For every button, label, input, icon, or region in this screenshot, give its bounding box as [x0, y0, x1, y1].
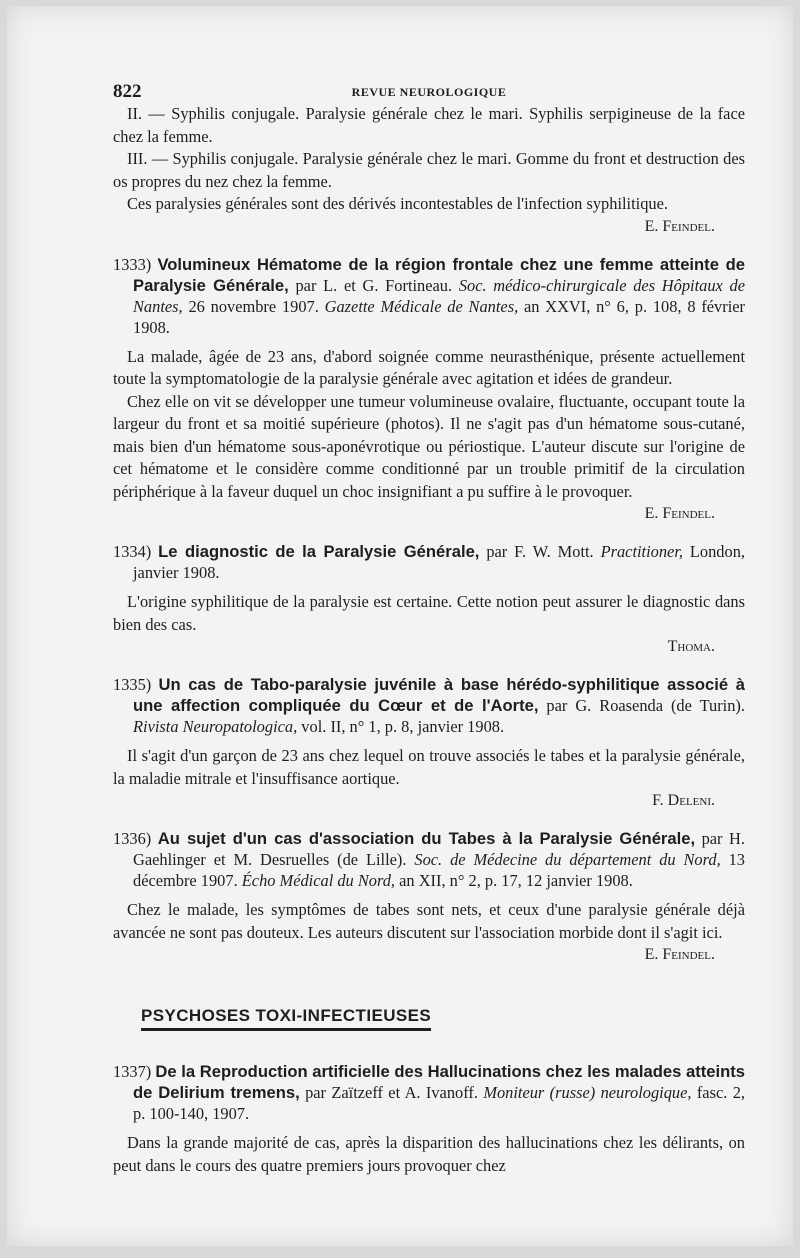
entry-paragraph: Chez le malade, les symptômes de tabes sont nets, et ceux d'une paralysie générale déjà avancée ne sont pas douteux. Les auteurs discutent sur l'association morbide dont il s'agit ici. — [113, 900, 745, 942]
entry-date: London, janvier 1908. — [133, 542, 745, 582]
entry-paragraph: Il s'agit d'un garçon de 23 ans chez lequel on trouve associés le tabes et la paralysie générale, la maladie mitrale et l'insuffisance aortique. — [113, 746, 745, 788]
entry-title: Volumineux Hématome de la région frontale chez une femme atteinte de Paralysie Générale, — [133, 254, 745, 295]
entry-1333 — [113, 254, 745, 526]
entry-source-2: Écho Médical du Nord, — [241, 871, 396, 890]
entry-source-2: Gazette Médicale de Nantes, — [324, 296, 519, 316]
entry-number: 1337) — [113, 1062, 152, 1081]
entry-number: 1333) — [113, 254, 152, 274]
intro-block — [113, 103, 745, 238]
entry-authors: par H. Gaehlinger et M. Desruelles (de Lille). — [133, 829, 745, 869]
section-title: PSYCHOSES TOXI-INFECTIEUSES — [141, 1006, 431, 1031]
journal-title: REVUE NEUROLOGIQUE — [351, 85, 507, 99]
entry-number: 1334) — [113, 542, 152, 561]
entry-authors: par F. W. Mott. — [479, 542, 601, 561]
entry-number: 1336) — [113, 829, 152, 848]
intro-case-2: II. — Syphilis conjugale. Paralysie générale chez le mari. Syphilis serpigineuse de la face chez la femme. — [113, 104, 745, 146]
entry-heading — [113, 254, 745, 338]
entry-citation: an XII, n° 2, p. 17, 12 janvier 1908. — [395, 871, 633, 890]
entry-source: Moniteur (russe) neurologique, — [483, 1083, 692, 1102]
entry-paragraph: Chez elle on vit se développer une tumeur volumineuse ovalaire, fluctuante, occupant toute la largeur du front et sa moitié supérieure (photos). Il ne s'agit pas d'un hématome sous-cutané, mais bien d'un hématome sous-aponévrotique ou périostique. L'auteur discute sur l'origine de cet hématome et le considère comme conditionné par un trouble primitif de la circulation périphérique à la faveur duquel un choc insignifiant a pu suffire à le provoquer. — [113, 391, 745, 501]
entry-authors: par Zaïtzeff et A. Ivanoff. — [299, 1083, 484, 1102]
entry-signature: Thoma. — [667, 638, 715, 655]
entry-signature: F. Deleni. — [652, 792, 715, 809]
entry-authors: par L. et G. Fortineau. — [288, 275, 459, 295]
entry-date: 26 novembre 1907. — [182, 296, 325, 316]
entry-paragraph: L'origine syphilitique de la paralysie est certaine. Cette notion peut assurer le diagnostic dans bien des cas. — [113, 592, 745, 634]
entry-citation: an XXVI, n° 6, p. 108, 8 février 1908. — [133, 296, 745, 337]
entry-source: Soc. de Médecine du département du Nord, — [414, 850, 721, 869]
entry-title: Le diagnostic de la Paralysie Générale, — [158, 542, 480, 561]
intro-signature: E. Feindel. — [644, 217, 715, 235]
entry-authors: par G. Roasenda (de Turin). — [538, 696, 745, 715]
entry-title: Au sujet d'un cas d'association du Tabes à la Paralysie Générale, — [157, 829, 696, 848]
entry-date: vol. II, n° 1, p. 8, janvier 1908. — [297, 717, 505, 736]
entry-1334 — [113, 541, 745, 658]
entry-1336 — [113, 828, 745, 966]
running-head — [113, 81, 745, 103]
entry-source: Rivista Neuropatologica, — [133, 717, 298, 736]
intro-conclusion: Ces paralysies générales sont des dérivés incontestables de l'infection syphilitique. — [127, 194, 668, 213]
page-number: 822 — [113, 81, 142, 102]
entry-1335 — [113, 674, 745, 812]
entry-title: De la Reproduction artificielle des Hallucinations chez les malades atteints de Delirium tremens, — [133, 1062, 745, 1102]
entry-signature: E. Feindel. — [644, 505, 715, 522]
journal-page — [7, 6, 793, 1246]
entry-source: Practitioner, — [600, 542, 683, 561]
entry-heading — [113, 828, 745, 891]
entry-heading — [113, 1061, 745, 1124]
entry-number: 1335) — [113, 675, 152, 694]
entry-heading — [113, 674, 745, 737]
page-content — [113, 81, 745, 1177]
entry-paragraph: La malade, âgée de 23 ans, d'abord soignée comme neurasthénique, présente actuellement toute la symptomatologie de la paralysie générale avec agitation et idées de grandeur. — [113, 346, 745, 388]
entry-paragraph: Dans la grande majorité de cas, après la disparition des hallucinations chez les délirants, on peut dans le cours des quatre premiers jours provoquer chez — [113, 1133, 745, 1175]
entry-1337 — [113, 1061, 745, 1177]
entry-signature: E. Feindel. — [644, 946, 715, 963]
entry-date: fasc. 2, p. 100-140, 1907. — [133, 1083, 745, 1123]
entry-date: 13 décembre 1907. — [133, 850, 745, 890]
entry-source: Soc. médico-chirurgicale des Hôpitaux de Nantes, — [133, 275, 745, 316]
entry-title: Un cas de Tabo-paralysie juvénile à base hérédo-syphilitique associé à une affection compliquée du Cœur et de l'Aorte, — [133, 675, 745, 715]
entry-heading — [113, 541, 745, 583]
intro-case-3: III. — Syphilis conjugale. Paralysie générale chez le mari. Gomme du front et destruction des os propres du nez chez la femme. — [113, 149, 745, 191]
